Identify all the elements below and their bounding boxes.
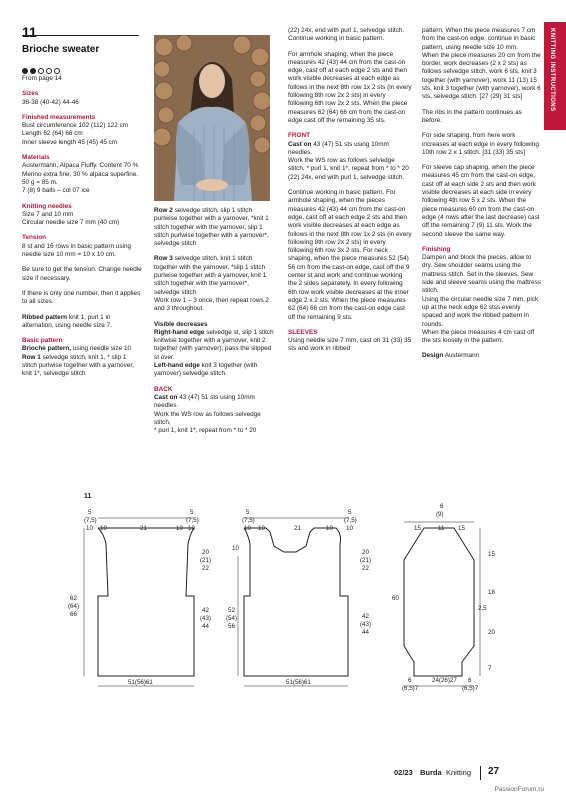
row-2 bbox=[154, 207, 274, 248]
cap-shaping: For sleeve cap shaping, when the piece measures 45 cm from the cast-on edge, cast off at each side 2 sts and then work visible decreases at each side in every following 4th row 5 x 2 sts. When the piece measures 60 cm from the cast-on edge (4 rows after the last decrease) cast off the remaining 7 (9) 11 sts. Work the second sleeve the same way. bbox=[422, 164, 540, 238]
ribs-note: The ribs in the pattern continues as before. bbox=[422, 108, 522, 124]
front-ws-row: Work the WS row as follows selvedge stitch, * purl 1, knit 1*, repeat from * to * 20 (22) 24x, end with purl 1, selvedge stitch. bbox=[288, 157, 409, 181]
difficulty-dot-filled bbox=[30, 68, 36, 74]
measurements-heading: Finished measurements bbox=[22, 113, 96, 121]
front-top-left-3: 10 bbox=[244, 525, 251, 532]
row-1-text: selvedge stitch, knit 1, * slip 1 stitch purlwise together with a yarnover, knit 1*, selvedge stitch bbox=[22, 353, 134, 378]
sleeve-bottom-right-1: 6 bbox=[468, 677, 472, 684]
model-photo bbox=[154, 35, 270, 201]
back-side-1: 42 bbox=[202, 607, 209, 614]
back-repeat: * purl 1, knit 1*, repeat from * to * 20 bbox=[154, 427, 257, 435]
back-ws-row: Work the WS row as follows selvedge stitch, bbox=[154, 410, 261, 426]
back-width: 51(56)61 bbox=[128, 679, 153, 686]
front-w21: 21 bbox=[294, 525, 301, 532]
needles-heading: Knitting needles bbox=[22, 202, 72, 210]
front-shaping: Continue working in basic pattern. For armhole shaping, when the pieces measures 42 (43) 44 cm from the cast-on edge, cast off at each edge 2 sts and then work visible decreases at each edge as follows in the next 8th row 1x 2 sts (in every following 8th row 2x 2 sts) in every following 6th row 3x 2 sts. For neck shaping, when the piece measures 52 (54) 56 cm from the cast-on edge, cast off the 9 center st and work and continue working the 2 sides separately. In every following 6th row work visible decreases at the inner edge 2 x 2 sts. When the piece measures 62 (64) 66 cm from the cast-on edge cast off the remaining 9 sts. bbox=[288, 189, 412, 321]
side-tab bbox=[544, 22, 566, 130]
back-top-right-3: 10 bbox=[188, 525, 195, 532]
back-cast-on-text: 43 (47) 51 sts using 10mm needles. bbox=[154, 393, 255, 410]
back-arm-3: 22 bbox=[202, 565, 209, 572]
back-w10b: 10 bbox=[176, 525, 183, 532]
materials-heading: Materials bbox=[22, 154, 50, 162]
back-basic: Continue working in basic pattern. bbox=[288, 35, 385, 43]
front-arm-2: (21) bbox=[360, 557, 372, 564]
back-cast-on bbox=[154, 394, 274, 411]
basic-pattern-heading: Basic pattern bbox=[22, 337, 63, 345]
schematic-diagrams bbox=[0, 486, 566, 706]
sleeve-top-2: (9) bbox=[436, 511, 444, 518]
column-1 bbox=[22, 75, 142, 386]
watermark: PassionForum.ru bbox=[494, 786, 544, 793]
sleeve-bottom-mid: 24(26)27 bbox=[432, 677, 457, 684]
difficulty-rating bbox=[22, 61, 62, 69]
sleeve-cap: 15 bbox=[488, 551, 495, 558]
sleeve-w15a: 15 bbox=[414, 525, 421, 532]
front-neck: 10 bbox=[232, 545, 239, 552]
tension-text: 8 st and 16 rows in basic pattern using needle size 10 mm = 10 x 10 cm. bbox=[22, 242, 132, 259]
designer-name: Austermann bbox=[443, 352, 480, 360]
side-tab-label: KNITTING INSTRUCTIONS bbox=[549, 28, 555, 112]
column-2 bbox=[154, 207, 274, 442]
back-top-right-1: 5 bbox=[190, 509, 194, 516]
front-top-right-2: (7,5) bbox=[344, 517, 357, 524]
designer bbox=[422, 352, 542, 360]
sleeve-schematic bbox=[392, 503, 495, 692]
front-schematic bbox=[226, 509, 371, 686]
back-top-left-1: 5 bbox=[88, 509, 92, 516]
difficulty-dot-filled bbox=[22, 68, 28, 74]
back-heading: BACK bbox=[154, 385, 173, 393]
row-3-text: selvedge stitch, knit 1 stitch together with the yarnover, *slip 1 stitch purlwise together with a yarnover, knit 1 stitch together with the yarnover*, selvedge stitch bbox=[154, 255, 267, 296]
left-edge-label: Left-hand edge bbox=[154, 362, 200, 370]
back-top-right-2: (7,5) bbox=[186, 517, 199, 524]
column-3 bbox=[288, 27, 412, 361]
row-3 bbox=[154, 255, 274, 296]
front-side-1: 42 bbox=[362, 613, 369, 620]
front-w10b: 10 bbox=[326, 525, 333, 532]
back-total-2: (64) bbox=[68, 603, 80, 610]
decreases-label: Visible decreases bbox=[154, 320, 208, 328]
back-armhole: For armhole shaping, when the piece measures 42 (43) 44 cm from the cast-on edge, cast off at each edge 2 sts and then work visible decreases at each edge as follows in the next 8th row 1x 2 sts (in every following 8th row 2x 2 sts) in every following 6th row 2x 2 sts. When the piece measures 62 (64) 66 cm from the cast-on edge cast off the remaining 35 sts. bbox=[288, 50, 412, 124]
front-top-right-3: 10 bbox=[346, 525, 353, 532]
pattern-title: Brioche sweater bbox=[22, 44, 100, 55]
left-edge bbox=[154, 362, 274, 379]
tension-heading: Tension bbox=[22, 234, 47, 242]
side-shaping: For side shaping, from here work increases at each edge in every following 10th row 2 x 1 stitch. [31 (33) 35 sts] bbox=[422, 132, 539, 156]
front-left-1: 52 bbox=[228, 607, 235, 614]
front-width: 51(56)61 bbox=[286, 679, 311, 686]
materials-text: Austermann, Alpaca Fluffy. Content 70 % Merino extra fine, 30 % alpaca superfine. 50 g = 85 m. 7 (8) 9 balls – col 07 ice bbox=[22, 162, 139, 195]
header-rule bbox=[22, 35, 139, 36]
needles-text: Size 7 and 10 mm Circular needle size 7 mm (40 cm) bbox=[22, 210, 120, 227]
difficulty-dot-empty bbox=[46, 68, 52, 74]
front-left-3: 56 bbox=[228, 623, 235, 630]
front-arm-1: 20 bbox=[362, 549, 369, 556]
sleeve-decreases: When the piece measures 20 cm from the border, work decreases (2 x 2 sts) as follows selvedge stitch, work 6 sts, knit 3 together (with yarnover), work 11 (13) 15 sts, knit 3 together (with yarnover), work 6 sts, selvedge stitch. [27 (29) 31 sts] bbox=[422, 51, 541, 101]
sleeve-v18: 18 bbox=[488, 589, 495, 596]
front-top-right-1: 5 bbox=[348, 509, 352, 516]
row-3-label: Row 3 bbox=[154, 255, 173, 263]
row-2-label: Row 2 bbox=[154, 207, 173, 214]
decreases-heading bbox=[154, 321, 274, 329]
row-1-label: Row 1 bbox=[22, 353, 41, 361]
back-w10a: 10 bbox=[100, 525, 107, 532]
front-cast-on bbox=[288, 141, 412, 158]
sizes-heading: Sizes bbox=[22, 90, 39, 98]
sizes-note: If there is only one number, then it applies to all sizes. bbox=[22, 289, 141, 306]
brioche-label: Brioche pattern, bbox=[22, 345, 72, 353]
difficulty-dot-empty bbox=[38, 68, 44, 74]
sleeve-bottom-right-2: (6,5)7 bbox=[462, 685, 479, 692]
sleeve-bottom-left-1: 6 bbox=[408, 677, 412, 684]
designer-label: Design bbox=[422, 352, 444, 360]
footer-divider bbox=[480, 766, 481, 780]
sleeves-heading: SLEEVES bbox=[288, 328, 318, 336]
front-cast-on-text: 43 (47) 51 sts using 10mm needles. bbox=[288, 140, 389, 156]
repeat-note: Work row 1 – 3 once, then repeat rows 2 and 3 throughout. bbox=[154, 296, 269, 313]
front-top-left-2: (7,5) bbox=[242, 517, 255, 524]
right-edge bbox=[154, 329, 274, 362]
ribbed-text: knit 1, purl 1 in alternation, using needle size 7. bbox=[22, 313, 112, 329]
sleeve-v60: 60 bbox=[392, 595, 399, 602]
ribbed-label: Ribbed pattern bbox=[22, 313, 68, 321]
brioche-pattern bbox=[22, 345, 142, 353]
sleeve-ribbing: pattern. When the piece measures 7 cm from the cast-on edge, continue in basic pattern, using needle size 10 mm. bbox=[422, 27, 536, 51]
footer-issue: 02/23 bbox=[394, 768, 413, 777]
back-total-3: 66 bbox=[70, 611, 77, 618]
back-cast-on-label: Cast on bbox=[154, 393, 178, 401]
back-schematic bbox=[68, 509, 211, 686]
front-top-left-1: 5 bbox=[246, 509, 250, 516]
right-edge-label: Right-hand edge bbox=[154, 328, 205, 336]
footer-brand: Burda bbox=[420, 768, 442, 777]
brioche-text: using needle size 10 bbox=[71, 345, 132, 353]
front-cast-on-label: Cast on bbox=[288, 140, 312, 148]
front-left-2: (54) bbox=[226, 615, 238, 622]
back-top-left-2: (7,5) bbox=[84, 517, 97, 524]
back-arm-1: 20 bbox=[202, 549, 209, 556]
sleeve-top-3: 11 bbox=[438, 525, 445, 532]
from-page: From page 14 bbox=[22, 75, 62, 82]
right-edge-text: selvedge st, slip 1 stitch knitwise together with a yarnover, knit 2 together (with yarnover), pass the slipped st over. bbox=[154, 328, 274, 361]
diagram-label: 11 bbox=[84, 493, 92, 500]
back-side-3: 44 bbox=[202, 623, 209, 630]
sleeve-v7: 7 bbox=[488, 665, 492, 672]
sleeve-v20: 20 bbox=[488, 629, 495, 636]
sleeve-top-1: 6 bbox=[440, 503, 444, 510]
sleeve-w15b: 15 bbox=[458, 525, 465, 532]
back-total-1: 62 bbox=[70, 595, 77, 602]
back-w21: 21 bbox=[140, 525, 147, 532]
ribbed-pattern bbox=[22, 314, 142, 331]
page-footer bbox=[0, 766, 566, 786]
sleeves-text: Using needle size 7 mm, cast on 31 (33) 35 sts and work in ribbed bbox=[288, 337, 412, 353]
sleeve-v25: 2,5 bbox=[478, 605, 487, 612]
pattern-number: 11 bbox=[22, 24, 37, 40]
left-edge-text: knit 3 together (with yarnover) selvedge stitch. bbox=[154, 362, 258, 378]
front-heading: FRONT bbox=[288, 132, 311, 140]
row-1 bbox=[22, 354, 142, 379]
finishing-heading: Finishing bbox=[422, 245, 451, 253]
page-number: 27 bbox=[488, 766, 500, 777]
sizes-text: 36-38 (40-42) 44-46 bbox=[22, 98, 79, 106]
sleeve-bottom-left-2: (6,5)7 bbox=[402, 685, 419, 692]
back-arm-2: (21) bbox=[200, 557, 212, 564]
row-2-text: selvedge stitch, slip 1 stitch purlwise together with a yarnover, *knit 1 stitch together with the yarnover, slip 1 stitch purlwise together with a yarnover*, selvedge stitch bbox=[154, 207, 269, 248]
front-w10a: 10 bbox=[258, 525, 265, 532]
front-arm-3: 22 bbox=[362, 565, 369, 572]
front-side-3: 44 bbox=[362, 629, 369, 636]
back-top-left-3: 10 bbox=[86, 525, 93, 532]
tension-note: Be sure to get the tension. Change needle size if necessary. bbox=[22, 266, 142, 282]
back-cont: (22) 24x, end with purl 1, selvedge stitch. bbox=[288, 27, 405, 34]
finishing-text: Dampen and block the pieces, allow to dry. Sew shoulder seams using the mattress stitch. Set in the sleeves. Sew side and sleeve seams using the mattress stitch. Using the circular needle size 7 mm, pick up at the neck edge 62 stss evenly spaced and work the ribbed pattern in rounds. When the piece measures 4 cm cast off the sts loosely in the pattern. bbox=[422, 254, 541, 345]
measurements-text: Bust circumference 102 (112) 122 cm Length 62 (64) 66 cm Inner sleeve length 45 (45) 45 cm bbox=[22, 122, 129, 146]
back-side-2: (43) bbox=[200, 615, 212, 622]
footer-section: Knitting bbox=[446, 768, 472, 777]
column-4 bbox=[422, 27, 542, 368]
difficulty-dot-empty bbox=[54, 68, 60, 74]
front-side-2: (43) bbox=[360, 621, 372, 628]
